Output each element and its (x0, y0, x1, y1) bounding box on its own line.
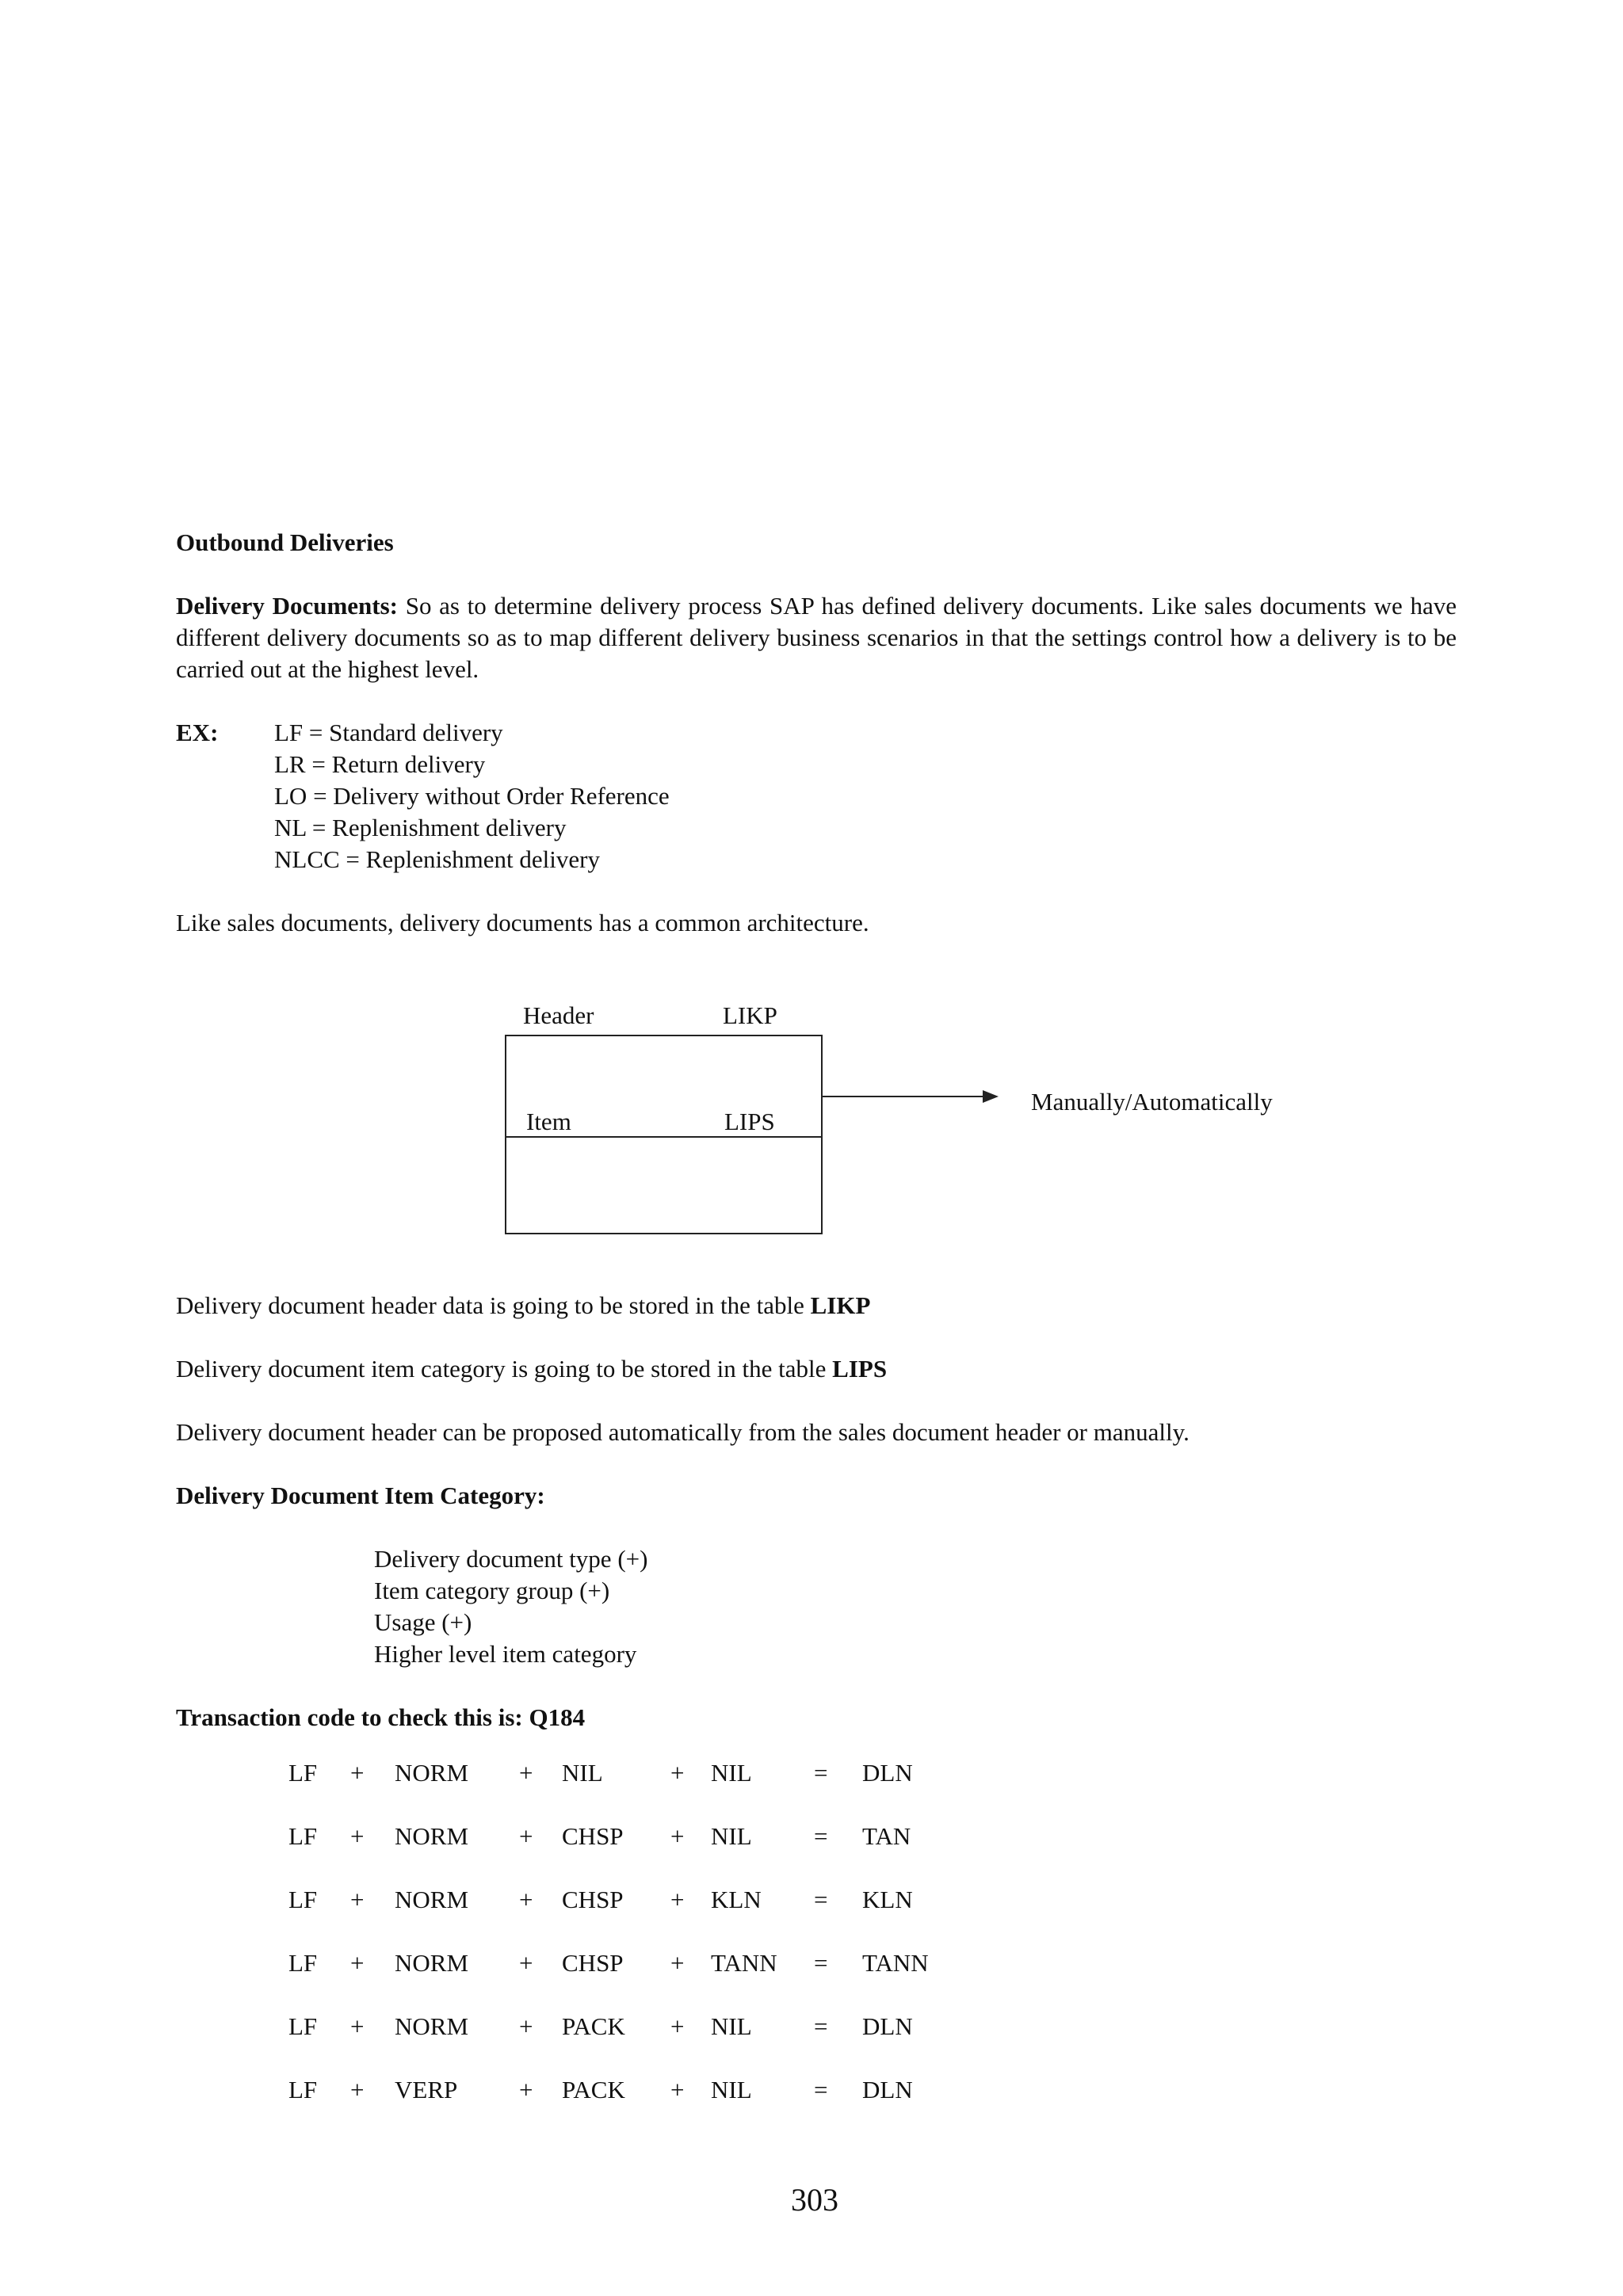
combination-cell: TANN (862, 1949, 929, 1977)
combination-cell: NIL (711, 2012, 752, 2040)
combination-cell: LF (288, 2076, 318, 2103)
combination-cell: TAN (862, 1822, 911, 1850)
statement-likp: Delivery document header data is going to be stored in the table LIKP (176, 1291, 871, 1319)
operator: = (814, 2012, 828, 2040)
combination-row (0, 2074, 1623, 2106)
combination-cell: NORM (395, 1759, 469, 1787)
operator: = (814, 1822, 828, 1850)
page-number: 303 (791, 2182, 838, 2218)
example-item: LR = Return delivery (274, 750, 486, 778)
operator: + (350, 1949, 365, 1977)
arrow-icon (821, 1087, 1003, 1106)
combination-cell: NIL (711, 2076, 752, 2103)
table-name-lips: LIPS (832, 1355, 888, 1383)
combination-cell: CHSP (562, 1822, 624, 1850)
operator: = (814, 2076, 828, 2103)
combination-cell: NIL (562, 1759, 603, 1787)
combination-cell: NORM (395, 1822, 469, 1850)
operator: + (670, 1949, 685, 1977)
combination-cell: CHSP (562, 1949, 624, 1977)
architecture-text: Like sales documents, delivery documents has a common architecture. (176, 909, 869, 936)
combination-cell: NIL (711, 1822, 752, 1850)
table-name-likp: LIKP (810, 1291, 871, 1319)
combination-cell: PACK (562, 2012, 625, 2040)
diagram-header-label: Header (523, 1001, 594, 1029)
combination-cell: DLN (862, 1759, 913, 1787)
operator: + (519, 2076, 533, 2103)
example-item: NLCC = Replenishment delivery (274, 845, 600, 873)
diagram-item-label: Item (526, 1108, 571, 1135)
combination-cell: LF (288, 1886, 318, 1913)
combination-cell: CHSP (562, 1886, 624, 1913)
combination-cell: LF (288, 1759, 318, 1787)
operator: + (670, 1759, 685, 1787)
operator: + (670, 1822, 685, 1850)
operator: + (350, 1822, 365, 1850)
operator: + (670, 2012, 685, 2040)
operator: + (350, 2012, 365, 2040)
statement-proposal: Delivery document header can be proposed automatically from the sales document header or manually. (176, 1418, 1190, 1446)
section-heading: Outbound Deliveries (176, 528, 394, 556)
intro-label: Delivery Documents: (176, 592, 399, 620)
operator: = (814, 1759, 828, 1787)
diagram-item-table: LIPS (724, 1108, 775, 1135)
arrow-label: Manually/Automatically (1031, 1088, 1273, 1116)
operator: + (519, 1886, 533, 1913)
combination-row (0, 1947, 1623, 1979)
transaction-code: Transaction code to check this is: Q184 (176, 1703, 586, 1731)
operator: + (519, 1759, 533, 1787)
intro-text: So as to determine delivery process SAP has defined delivery documents. Like sales documents we have different delivery documents so as to map different delivery business scenarios in that the settings control how a delivery is to be carried out at the highest level. (176, 592, 1457, 683)
criteria-item: Delivery document type (+) (374, 1545, 648, 1573)
criteria-item: Higher level item category (374, 1640, 637, 1668)
criteria-item: Usage (+) (374, 1608, 472, 1636)
intro-paragraph (176, 590, 1457, 685)
operator: + (670, 2076, 685, 2103)
combination-cell: VERP (395, 2076, 458, 2103)
example-item: LF = Standard delivery (274, 719, 503, 746)
example-item: NL = Replenishment delivery (274, 814, 567, 841)
combination-cell: TANN (711, 1949, 777, 1977)
criteria-item: Item category group (+) (374, 1577, 610, 1604)
item-category-list (374, 1543, 647, 1670)
combination-cell: LF (288, 2012, 318, 2040)
operator: + (519, 1949, 533, 1977)
combination-cell: KLN (711, 1886, 762, 1913)
operator: + (670, 1886, 685, 1913)
operator: + (350, 1759, 365, 1787)
examples-label: EX: (176, 719, 219, 746)
combination-row (0, 1821, 1623, 1852)
combination-cell: NORM (395, 1886, 469, 1913)
example-item: LO = Delivery without Order Reference (274, 782, 670, 810)
operator: + (519, 1822, 533, 1850)
combination-cell: NORM (395, 2012, 469, 2040)
combination-cell: PACK (562, 2076, 625, 2103)
operator: = (814, 1949, 828, 1977)
combination-row (0, 1884, 1623, 1916)
combination-cell: NIL (711, 1759, 752, 1787)
operator: = (814, 1886, 828, 1913)
combination-row (0, 1757, 1623, 1789)
item-category-title: Delivery Document Item Category: (176, 1482, 545, 1509)
operator: + (350, 1886, 365, 1913)
diagram-header-table: LIKP (723, 1001, 777, 1029)
operator: + (519, 2012, 533, 2040)
combination-cell: LF (288, 1949, 318, 1977)
examples-list (274, 717, 670, 875)
combination-cell: NORM (395, 1949, 469, 1977)
combination-cell: LF (288, 1822, 318, 1850)
combination-row (0, 2011, 1623, 2042)
combination-cell: KLN (862, 1886, 913, 1913)
statement-lips: Delivery document item category is going to be stored in the table LIPS (176, 1355, 888, 1383)
combination-cell: DLN (862, 2012, 913, 2040)
combination-cell: DLN (862, 2076, 913, 2103)
operator: + (350, 2076, 365, 2103)
